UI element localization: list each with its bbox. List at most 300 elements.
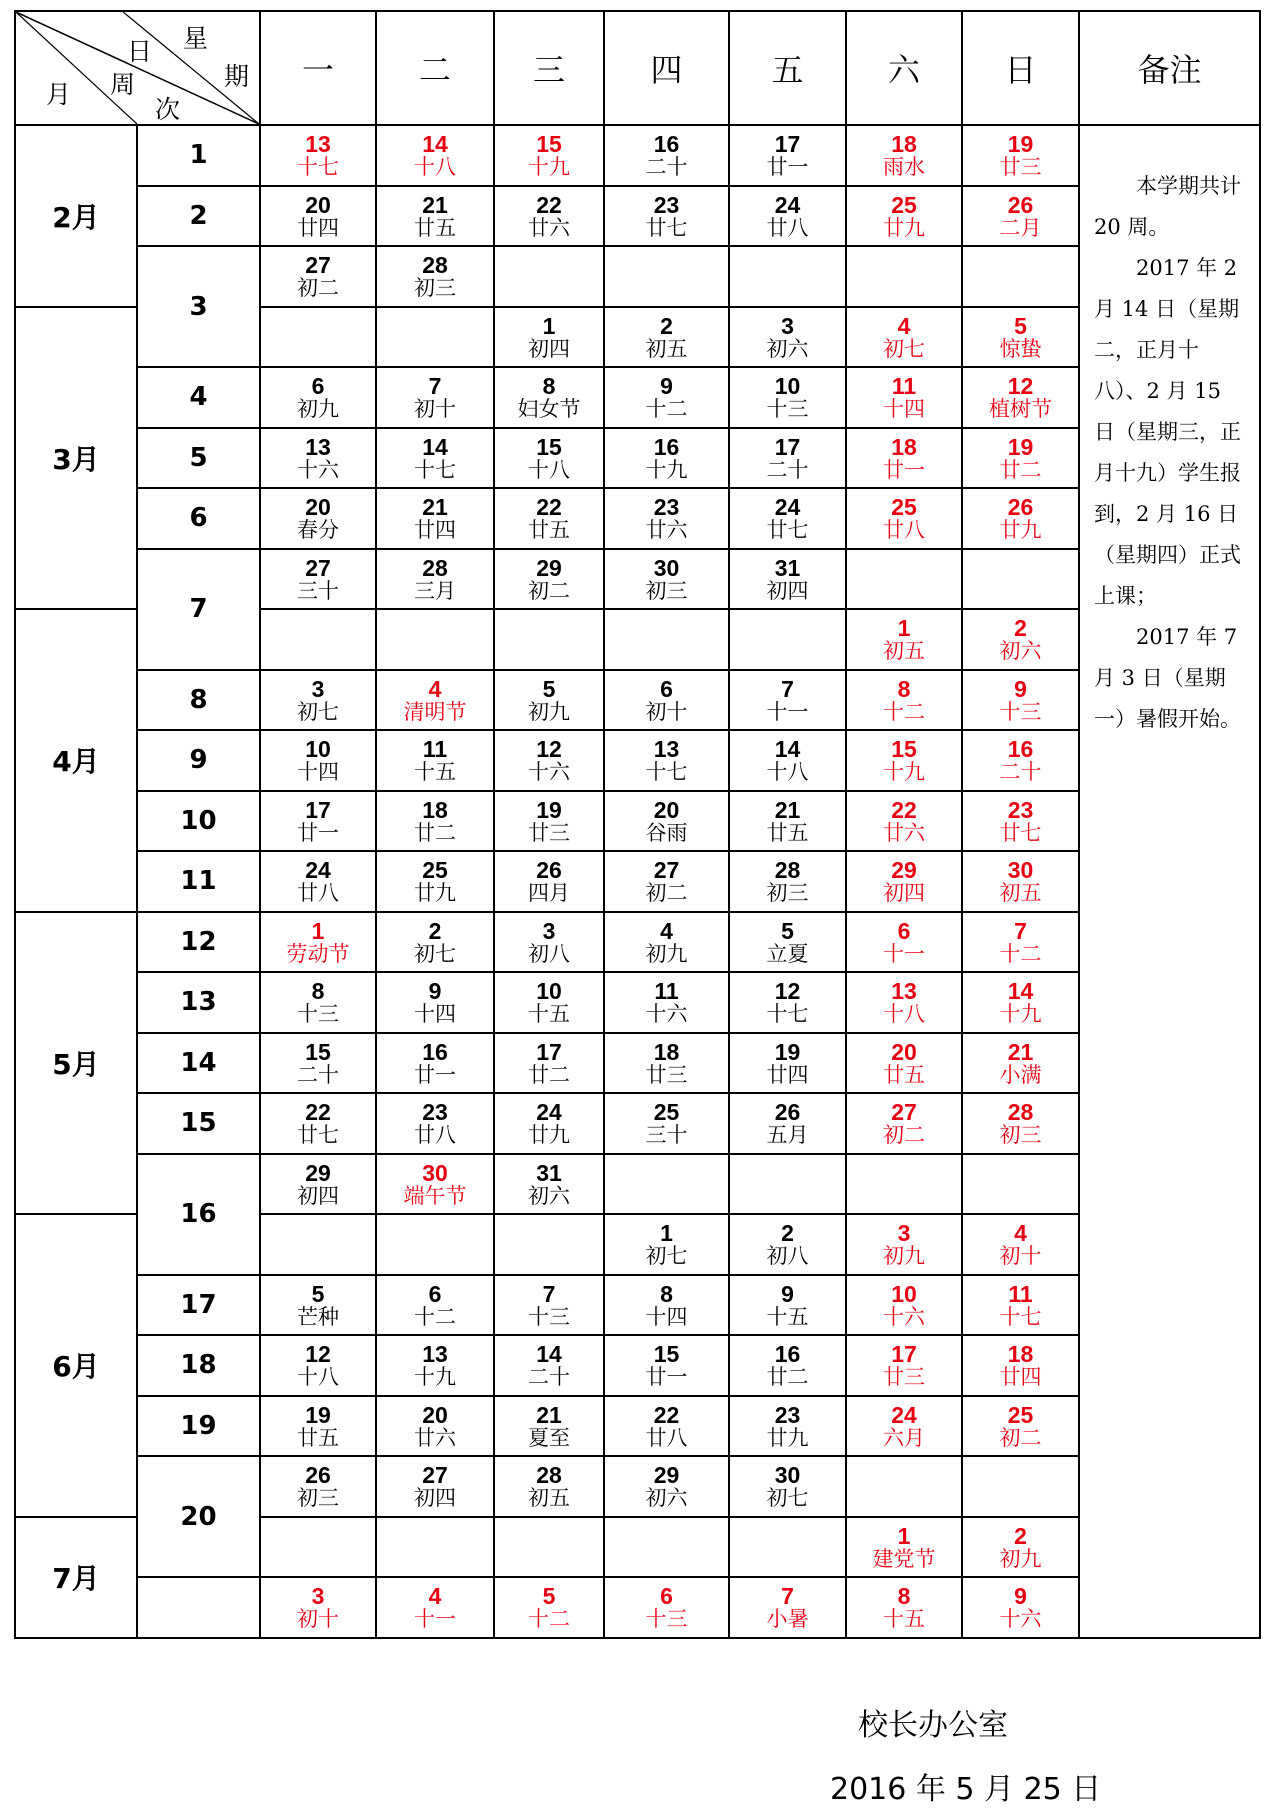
corner-label-qi: 期 (224, 62, 250, 91)
day-cell (729, 1396, 846, 1457)
lunar-date: 小满 (999, 1062, 1042, 1087)
day-number: 27 (653, 857, 680, 884)
week-row (15, 1033, 1260, 1094)
month-label: 5月 (15, 912, 137, 1215)
week-number: 18 (137, 1335, 260, 1396)
day-cell (260, 1396, 376, 1457)
day-number: 22 (653, 1401, 680, 1428)
lunar-date: 廿九 (528, 1123, 570, 1148)
week-number: 8 (137, 670, 260, 731)
empty-day-cell (494, 609, 604, 670)
day-cell (846, 1517, 962, 1578)
day-number: 19 (774, 1038, 801, 1065)
lunar-date: 植树节 (989, 397, 1052, 422)
lunar-date: 廿四 (766, 1062, 809, 1087)
week-number (137, 1577, 260, 1638)
day-number: 27 (305, 252, 331, 279)
empty-day-cell (604, 246, 729, 307)
day-number: 30 (422, 1159, 448, 1186)
week-row (15, 972, 1260, 1033)
day-number: 10 (891, 1280, 917, 1307)
lunar-date: 十六 (999, 1607, 1042, 1632)
corner-header (15, 11, 260, 125)
day-number: 13 (422, 1341, 448, 1368)
corner-label-zhou: 周 (110, 70, 136, 99)
day-number: 26 (305, 1462, 331, 1489)
lunar-date: 廿七 (645, 215, 688, 240)
lunar-date: 十二 (883, 699, 925, 724)
lunar-date: 初六 (999, 639, 1042, 664)
day-cell (729, 367, 846, 428)
lunar-date: 廿一 (766, 155, 809, 180)
day-cell (260, 912, 376, 973)
lunar-date: 初七 (883, 336, 925, 361)
day-number: 17 (536, 1038, 562, 1065)
day-cell (376, 428, 494, 489)
day-cell (494, 428, 604, 489)
lunar-date: 十八 (414, 155, 456, 180)
day-cell (376, 1335, 494, 1396)
lunar-date: 初八 (528, 941, 570, 966)
lunar-date: 十九 (883, 760, 925, 785)
day-number: 8 (897, 1583, 911, 1610)
week-row (15, 367, 1260, 428)
lunar-date: 廿五 (297, 1425, 339, 1450)
day-cell (494, 1033, 604, 1094)
day-cell (604, 791, 729, 852)
lunar-date: 十四 (414, 1002, 456, 1027)
day-cell (846, 1577, 962, 1638)
day-cell (376, 670, 494, 731)
day-cell (846, 125, 962, 186)
day-cell (729, 791, 846, 852)
lunar-date: 廿一 (883, 457, 925, 482)
lunar-date: 十二 (528, 1607, 570, 1632)
empty-day-cell (604, 609, 729, 670)
empty-day-cell (494, 246, 604, 307)
day-cell (962, 730, 1079, 791)
day-number: 8 (660, 1280, 673, 1307)
lunar-date: 廿七 (766, 518, 809, 543)
day-cell (729, 670, 846, 731)
lunar-date: 初十 (645, 699, 688, 724)
day-number: 5 (311, 1280, 325, 1307)
corner-label-xing: 星 (183, 24, 209, 53)
lunar-date: 十七 (999, 1304, 1042, 1329)
lunar-date: 建党节 (872, 1546, 936, 1571)
day-cell (846, 670, 962, 731)
weekday-header: 日 (962, 11, 1079, 125)
day-number: 24 (774, 494, 801, 521)
day-cell (494, 1396, 604, 1457)
day-number: 24 (536, 1099, 562, 1126)
lunar-date: 初二 (883, 1123, 925, 1148)
lunar-date: 廿五 (766, 820, 809, 845)
week-number: 9 (137, 730, 260, 791)
day-number: 6 (660, 675, 673, 702)
remark-paragraph: 2017 年 7 月 3 日（星期一）暑假开始。 (1094, 625, 1241, 731)
day-cell (962, 1577, 1079, 1638)
lunar-date: 十五 (414, 760, 456, 785)
lunar-date: 三十 (297, 578, 339, 603)
lunar-date: 十二 (999, 941, 1042, 966)
month-label: 7月 (15, 1517, 137, 1638)
lunar-date: 初七 (297, 699, 339, 724)
day-number: 12 (1007, 373, 1034, 400)
day-cell (729, 1093, 846, 1154)
lunar-date: 清明节 (403, 699, 467, 724)
lunar-date: 十九 (414, 1365, 456, 1390)
day-cell (729, 307, 846, 368)
lunar-date: 初六 (645, 1486, 688, 1511)
day-number: 11 (1008, 1280, 1033, 1307)
lunar-date: 初六 (766, 336, 809, 361)
day-number: 19 (536, 796, 562, 823)
month-label: 2月 (15, 125, 137, 307)
day-cell (846, 730, 962, 791)
day-number: 28 (422, 554, 448, 581)
week-number: 13 (137, 972, 260, 1033)
day-number: 5 (1014, 312, 1027, 339)
lunar-date: 初三 (645, 578, 688, 603)
day-number: 2 (660, 312, 673, 339)
day-cell (260, 670, 376, 731)
day-cell (604, 1093, 729, 1154)
day-cell (604, 428, 729, 489)
day-number: 2 (1014, 1522, 1027, 1549)
week-row (15, 1154, 1260, 1215)
empty-day-cell (494, 1517, 604, 1578)
lunar-date: 十五 (883, 1607, 925, 1632)
lunar-date: 十三 (528, 1304, 570, 1329)
lunar-date: 十一 (414, 1607, 456, 1632)
day-cell (729, 428, 846, 489)
lunar-date: 十八 (297, 1365, 339, 1390)
lunar-date: 廿六 (414, 1425, 456, 1450)
day-cell (260, 791, 376, 852)
day-cell (962, 1335, 1079, 1396)
day-cell (604, 912, 729, 973)
day-cell (260, 246, 376, 307)
day-cell (494, 186, 604, 247)
day-number: 17 (774, 131, 801, 158)
day-number: 22 (891, 796, 917, 823)
day-cell (260, 1275, 376, 1336)
day-number: 24 (305, 857, 331, 884)
lunar-date: 十八 (883, 1002, 925, 1027)
day-number: 30 (1007, 857, 1034, 884)
day-number: 7 (428, 373, 442, 400)
week-number: 6 (137, 488, 260, 549)
footer-date: 2016 年 5 月 25 日 (830, 1772, 1102, 1807)
day-cell (962, 307, 1079, 368)
empty-day-cell (494, 1214, 604, 1275)
day-number: 26 (1007, 494, 1034, 521)
week-number: 16 (137, 1154, 260, 1275)
lunar-date: 廿八 (645, 1425, 688, 1450)
day-number: 28 (536, 1462, 562, 1489)
week-number: 3 (137, 246, 260, 367)
day-number: 4 (428, 675, 442, 702)
day-number: 30 (653, 554, 680, 581)
day-number: 19 (305, 1401, 331, 1428)
day-cell (494, 549, 604, 610)
lunar-date: 十七 (414, 457, 456, 482)
day-number: 10 (536, 978, 562, 1005)
day-number: 16 (653, 433, 680, 460)
lunar-date: 廿七 (297, 1123, 339, 1148)
day-cell (604, 1033, 729, 1094)
week-row (15, 428, 1260, 489)
week-row (15, 670, 1260, 731)
lunar-date: 廿八 (297, 881, 339, 906)
day-number: 15 (536, 131, 562, 158)
day-number: 4 (897, 312, 911, 339)
day-number: 14 (1007, 978, 1034, 1005)
day-cell (604, 1396, 729, 1457)
lunar-date: 初八 (766, 1244, 809, 1269)
lunar-date: 二十 (999, 760, 1042, 785)
day-cell (604, 851, 729, 912)
day-number: 8 (897, 675, 911, 702)
lunar-date: 十四 (645, 1304, 688, 1329)
empty-day-cell (260, 1214, 376, 1275)
day-number: 22 (305, 1099, 331, 1126)
day-cell (260, 488, 376, 549)
week-row (15, 730, 1260, 791)
lunar-date: 初七 (645, 1244, 688, 1269)
day-number: 22 (536, 494, 562, 521)
day-number: 3 (311, 675, 325, 702)
day-cell (846, 851, 962, 912)
lunar-date: 廿九 (999, 518, 1042, 543)
month-label: 3月 (15, 307, 137, 610)
day-number: 13 (653, 736, 680, 763)
day-number: 14 (774, 736, 801, 763)
day-cell (376, 1033, 494, 1094)
lunar-date: 廿一 (297, 820, 339, 845)
day-number: 21 (422, 494, 448, 521)
day-cell (260, 1033, 376, 1094)
lunar-date: 初四 (297, 1183, 339, 1208)
corner-label-yue: 月 (46, 80, 72, 109)
day-cell (376, 1093, 494, 1154)
empty-day-cell (260, 307, 376, 368)
day-number: 10 (305, 736, 331, 763)
week-number: 1 (137, 125, 260, 186)
day-number: 4 (660, 917, 673, 944)
day-cell (846, 488, 962, 549)
day-number: 29 (305, 1159, 331, 1186)
week-row (15, 1275, 1260, 1336)
day-number: 18 (653, 1038, 680, 1065)
day-number: 21 (536, 1401, 562, 1428)
day-number: 15 (305, 1038, 331, 1065)
lunar-date: 十九 (528, 155, 570, 180)
day-number: 25 (891, 191, 917, 218)
day-cell (846, 307, 962, 368)
day-number: 19 (1007, 433, 1034, 460)
day-cell (260, 125, 376, 186)
day-cell (494, 367, 604, 428)
day-number: 16 (1007, 736, 1034, 763)
lunar-date: 劳动节 (286, 941, 350, 966)
lunar-date: 三十 (645, 1123, 688, 1148)
week-row (15, 1093, 1260, 1154)
weekday-header: 六 (846, 11, 962, 125)
day-cell (376, 1396, 494, 1457)
day-cell (376, 730, 494, 791)
lunar-date: 初三 (766, 881, 809, 906)
day-cell (962, 1396, 1079, 1457)
day-number: 7 (781, 675, 794, 702)
day-cell (260, 428, 376, 489)
lunar-date: 十一 (883, 941, 925, 966)
calendar-body (15, 125, 1260, 1638)
empty-day-cell (260, 1517, 376, 1578)
lunar-date: 十三 (999, 699, 1042, 724)
lunar-date: 六月 (883, 1425, 925, 1450)
day-cell (260, 549, 376, 610)
day-cell (846, 367, 962, 428)
empty-day-cell (260, 609, 376, 670)
empty-day-cell (604, 1517, 729, 1578)
day-cell (729, 549, 846, 610)
day-cell (604, 1456, 729, 1517)
day-cell (494, 851, 604, 912)
lunar-date: 十九 (645, 457, 688, 482)
lunar-date: 廿五 (883, 1062, 925, 1087)
empty-day-cell (376, 307, 494, 368)
day-cell (962, 186, 1079, 247)
day-number: 9 (428, 978, 442, 1005)
day-cell (846, 428, 962, 489)
day-number: 1 (660, 1220, 673, 1247)
lunar-date: 廿七 (999, 820, 1042, 845)
day-number: 12 (536, 736, 562, 763)
week-row (15, 1577, 1260, 1638)
day-number: 25 (653, 1099, 680, 1126)
lunar-date: 雨水 (883, 155, 925, 180)
lunar-date: 十三 (766, 397, 809, 422)
day-cell (846, 1335, 962, 1396)
empty-day-cell (846, 549, 962, 610)
day-cell (962, 1275, 1079, 1336)
day-cell (604, 1275, 729, 1336)
remark-paragraph: 本学期共计 20 周。 (1094, 174, 1241, 239)
day-cell (260, 1154, 376, 1215)
day-number: 25 (891, 494, 917, 521)
lunar-date: 十七 (766, 1002, 809, 1027)
day-number: 3 (781, 312, 794, 339)
day-number: 5 (542, 1583, 556, 1610)
day-cell (962, 791, 1079, 852)
day-number: 27 (305, 554, 331, 581)
lunar-date: 初九 (528, 699, 570, 724)
day-cell (729, 1335, 846, 1396)
day-number: 20 (305, 494, 331, 521)
day-cell (846, 1214, 962, 1275)
day-cell (494, 1577, 604, 1638)
day-number: 9 (1014, 675, 1027, 702)
day-cell (376, 549, 494, 610)
day-number: 3 (542, 917, 556, 944)
empty-day-cell (846, 246, 962, 307)
day-number: 15 (891, 736, 917, 763)
day-cell (376, 367, 494, 428)
week-number: 11 (137, 851, 260, 912)
day-cell (604, 488, 729, 549)
lunar-date: 妇女节 (517, 397, 581, 422)
day-cell (729, 1033, 846, 1094)
empty-day-cell (729, 1517, 846, 1578)
remark-header: 备注 (1079, 11, 1260, 125)
day-cell (376, 791, 494, 852)
month-label: 4月 (15, 609, 137, 912)
lunar-date: 廿四 (999, 1365, 1042, 1390)
day-number: 6 (660, 1583, 673, 1610)
day-number: 18 (422, 796, 448, 823)
day-cell (494, 670, 604, 731)
day-cell (260, 186, 376, 247)
day-number: 9 (1014, 1583, 1027, 1610)
day-cell (729, 488, 846, 549)
header-row (15, 11, 1260, 125)
lunar-date: 初五 (999, 881, 1042, 906)
day-number: 7 (542, 1280, 556, 1307)
day-number: 15 (653, 1341, 680, 1368)
weekday-header: 二 (376, 11, 494, 125)
day-cell (494, 488, 604, 549)
lunar-date: 十六 (297, 457, 339, 482)
day-cell (729, 912, 846, 973)
weekday-header: 三 (494, 11, 604, 125)
lunar-date: 初七 (766, 1486, 809, 1511)
day-number: 1 (897, 1522, 911, 1549)
lunar-date: 谷雨 (645, 820, 688, 845)
lunar-date: 五月 (766, 1123, 809, 1148)
lunar-date: 二十 (528, 1365, 570, 1390)
day-number: 13 (305, 131, 331, 158)
empty-day-cell (962, 1154, 1079, 1215)
lunar-date: 初二 (645, 881, 688, 906)
lunar-date: 初九 (999, 1546, 1042, 1571)
week-number: 15 (137, 1093, 260, 1154)
day-number: 23 (1007, 796, 1034, 823)
day-cell (260, 730, 376, 791)
day-number: 25 (1007, 1401, 1034, 1428)
day-number: 27 (422, 1462, 448, 1489)
lunar-date: 二十 (297, 1062, 339, 1087)
lunar-date: 春分 (297, 518, 339, 543)
lunar-date: 廿八 (766, 215, 809, 240)
day-cell (962, 609, 1079, 670)
day-number: 17 (891, 1341, 917, 1368)
lunar-date: 初七 (414, 941, 456, 966)
day-number: 8 (311, 978, 325, 1005)
lunar-date: 惊蛰 (999, 336, 1042, 361)
day-cell (604, 549, 729, 610)
lunar-date: 初五 (528, 1486, 570, 1511)
lunar-date: 十二 (414, 1304, 456, 1329)
week-row (15, 125, 1260, 186)
day-cell (962, 972, 1079, 1033)
lunar-date: 初九 (883, 1244, 925, 1269)
day-cell (729, 1456, 846, 1517)
day-cell (494, 1093, 604, 1154)
lunar-date: 廿二 (528, 1062, 570, 1087)
corner-label-ci: 次 (155, 95, 181, 124)
